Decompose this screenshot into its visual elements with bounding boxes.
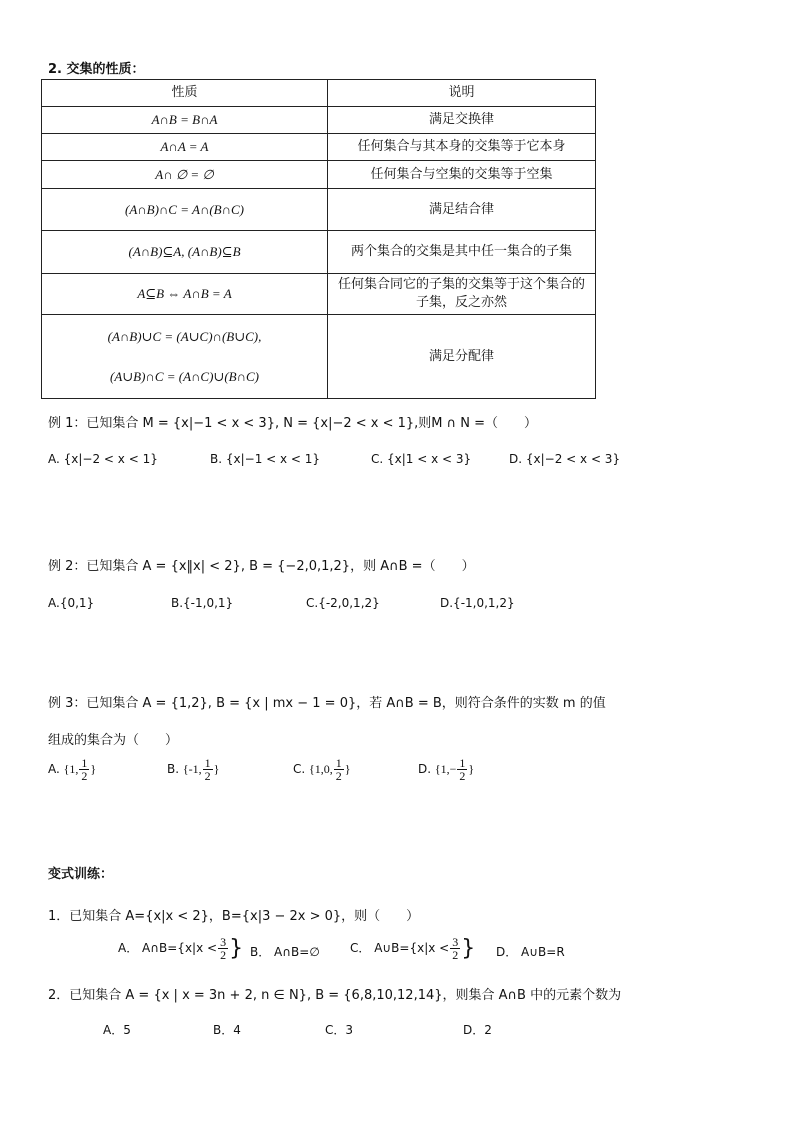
fraction [457,757,467,782]
option-prefix: {1, [63,762,79,776]
table-header-row [42,80,596,107]
description-cell: 任何集合同它的子集的交集等于这个集合的子集，反之亦然 [328,274,596,315]
numerator: 1 [459,756,466,770]
denominator: 2 [459,769,466,783]
property-cell: A∩B = B∩A [42,107,328,134]
table-row [42,231,596,274]
option-prefix: {1,0, [309,762,333,776]
denominator: 2 [220,948,227,962]
example-1-option-b: B. {x|−1 < x < 1} [210,452,321,466]
example-3-question: 例 3：已知集合 A = {1,2}, B = {x | mx − 1 = 0}，若 A∩B = B，则符合条件的实数 m 的值 [48,696,606,711]
option-label: A. [48,762,60,776]
example-2-option-d: D.{-1,0,1,2} [440,596,515,610]
example-1-option-d: D. {x|−2 < x < 3} [509,452,621,466]
example-1-question: 例 1：已知集合 M = {x|−1 < x < 3}, N = {x|−2 < x < 1},则M ∩ N =（ ） [48,416,538,431]
fraction [450,936,460,961]
description-cell: 满足结合律 [328,189,596,231]
practice-q1-text: 1．已知集合 A={x|x < 2}，B={x|3 − 2x > 0}，则（ ） [48,909,420,924]
numerator: 3 [220,935,227,949]
header-description: 说明 [328,80,596,107]
example-3-option-d [418,757,474,782]
table-row [42,315,596,399]
property-cell: A⊆B ⇔ A∩B = A [42,274,328,315]
description-cell: 满足交换律 [328,107,596,134]
example-2-option-c: C.{-2,0,1,2} [306,596,380,610]
practice-q2-option-c: C．3 [325,1023,354,1037]
table-row [42,189,596,231]
denominator: 2 [335,769,342,783]
option-suffix: } [90,762,97,776]
numerator: 1 [81,756,88,770]
section-title: 2. 交集的性质： [48,62,145,77]
table-row [42,274,596,315]
table-row [42,134,596,161]
header-property: 性质 [42,80,328,107]
option-suffix: } [213,762,220,776]
option-label: C. [293,762,306,776]
denominator: 2 [81,769,88,783]
properties-table [41,79,596,399]
property-cell: A∩A = A [42,134,328,161]
option-prefix: {-1, [182,762,202,776]
denominator: 2 [452,948,459,962]
fraction [203,757,213,782]
denominator: 2 [204,769,211,783]
example-3-option-b [167,757,219,782]
option-prefix: C． A∪B={x|x < [350,941,450,955]
fraction [79,757,89,782]
right-brace-icon: } [461,936,476,961]
example-2-option-a: A.{0,1} [48,596,95,610]
numerator: 1 [204,756,211,770]
example-2-option-b: B.{-1,0,1} [171,596,234,610]
property-cell: A∩ ∅ = ∅ [42,161,328,189]
example-3-option-a [48,757,96,782]
property-cell: (A∩B)∩C = A∩(B∩C) [42,189,328,231]
example-1-option-c: C. {x|1 < x < 3} [371,452,472,466]
description-cell: 任何集合与空集的交集等于空集 [328,161,596,189]
example-2-question: 例 2：已知集合 A = {x‖x| < 2}, B = {−2,0,1,2}，则 A∩B =（ ） [48,559,475,574]
practice-q1-option-c [350,936,475,961]
practice-q1-option-a [118,936,243,961]
option-suffix: } [344,762,351,776]
practice-q2-option-d: D．2 [463,1023,492,1037]
table-row [42,107,596,134]
practice-q2-option-b: B．4 [213,1023,241,1037]
description-cell: 两个集合的交集是其中任一集合的子集 [328,231,596,274]
example-3-option-c [293,757,351,782]
table-row [42,161,596,189]
distributive-law-1: (A∩B)∪C = (A∪C)∩(B∪C), [107,328,262,344]
fraction [218,936,228,961]
practice-q2-option-a: A．5 [103,1023,131,1037]
example-3-question-line2: 组成的集合为（ ） [48,733,179,748]
practice-q1-option-d: D． A∪B=R [496,945,565,959]
option-label: D. [418,762,432,776]
description-cell: 任何集合与其本身的交集等于它本身 [328,134,596,161]
distributive-law-2: (A∪B)∩C = (A∩C)∪(B∩C) [110,368,259,384]
numerator: 3 [452,935,459,949]
right-brace-icon: } [229,936,244,961]
numerator: 1 [335,756,342,770]
practice-q2-text: 2．已知集合 A = {x | x = 3n + 2, n ∈ N}, B = {6,8,10,12,14}，则集合 A∩B 中的元素个数为 [48,988,622,1003]
option-label: B. [167,762,180,776]
practice-q1-option-b: B． A∩B=∅ [250,945,320,959]
practice-title: 变式训练： [48,867,114,882]
property-cell [42,315,328,399]
description-cell: 满足分配律 [328,315,596,399]
property-cell: (A∩B)⊆A, (A∩B)⊆B [42,231,328,274]
example-1-option-a: A. {x|−2 < x < 1} [48,452,158,466]
fraction [334,757,344,782]
option-prefix: {1,− [434,762,457,776]
option-suffix: } [468,762,475,776]
option-prefix: A． A∩B={x|x < [118,941,218,955]
